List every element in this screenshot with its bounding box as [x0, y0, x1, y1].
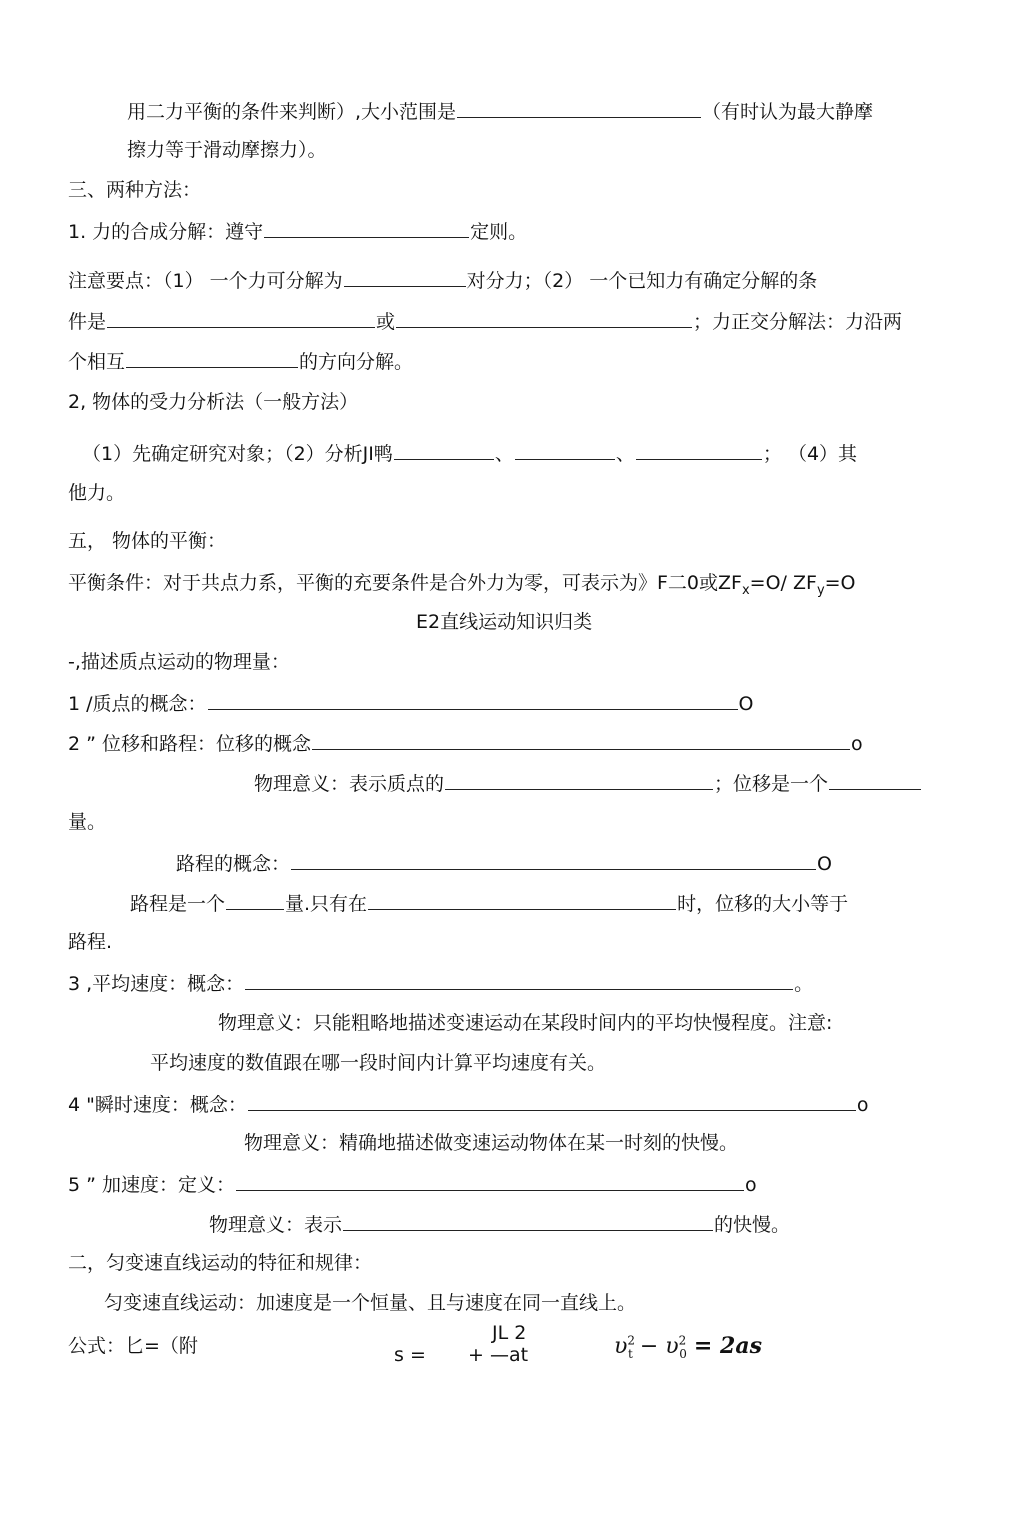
line-17 [254, 769, 922, 797]
line-9 [82, 439, 857, 467]
text: 1. 力的合成分解：遵守 [68, 221, 264, 243]
text: 4 "瞬时速度：概念： [68, 1094, 247, 1116]
text: 件是 [68, 311, 107, 333]
text: o [856, 1094, 869, 1116]
text: ；力正交分解法：力沿两 [693, 311, 903, 333]
text: 3 ,平均速度：概念： [68, 973, 245, 995]
text: 或 [376, 311, 396, 333]
answer-blank[interactable] [457, 97, 701, 118]
formula-fragment [468, 1342, 528, 1368]
text: =O/ ZF [749, 572, 817, 594]
text: 定则。 [470, 221, 528, 243]
line-1 [127, 97, 873, 125]
text: 2, 物体的受力分析法（一般方法） [68, 391, 359, 413]
text: 平均速度的数值跟在哪一段时间内计算平均速度有关。 [150, 1052, 607, 1074]
answer-blank[interactable] [343, 1210, 713, 1231]
answer-blank[interactable] [312, 729, 850, 750]
line-8 [68, 389, 358, 415]
line-18 [68, 809, 106, 835]
line-26 [244, 1130, 738, 1156]
text: 物理意义：表示质点的 [254, 773, 445, 795]
answer-blank[interactable] [344, 266, 466, 287]
text: 1 /质点的概念： [68, 693, 207, 715]
text: 量。 [68, 811, 107, 833]
section-heading [68, 1250, 372, 1276]
section-heading [68, 528, 226, 554]
formula-fragment [394, 1342, 426, 1368]
text: 擦力等于滑动摩擦力）。 [127, 139, 327, 161]
text: 注意要点：（1） 一个力可分解为 [68, 270, 343, 292]
line-7 [68, 347, 413, 375]
subscript: x [741, 583, 750, 598]
line-28 [209, 1210, 790, 1238]
text: O [738, 693, 754, 715]
answer-blank[interactable] [245, 969, 793, 990]
text: （1）先确定研究对象；（2）分析JI鸭 [82, 443, 393, 465]
text: o [851, 733, 863, 755]
text: 的方向分解。 [299, 351, 414, 373]
answer-blank[interactable] [368, 889, 676, 910]
section-heading [68, 649, 290, 675]
line-20 [130, 889, 848, 917]
section-heading [68, 177, 201, 203]
text: 、 [494, 443, 514, 465]
line-30 [104, 1290, 636, 1316]
answer-blank[interactable] [226, 889, 284, 910]
answer-blank[interactable] [445, 769, 713, 790]
answer-blank[interactable] [248, 1090, 856, 1111]
text: 三、两种方法： [68, 179, 202, 201]
line-15 [68, 689, 754, 717]
text: 匀变速直线运动：加速度是一个恒量、且与速度在同一直线上。 [104, 1292, 637, 1314]
line-16 [68, 729, 863, 757]
text: JL 2 [492, 1322, 527, 1344]
text: 2 ” 位移和路程：位移的概念 [68, 733, 312, 755]
text: 他力。 [68, 482, 126, 504]
text: 物理意义：只能粗略地描述变速运动在某段时间内的平均快慢程度。注意: [218, 1012, 833, 1034]
text: 对分力；（2） 一个已知力有确定分解的条 [466, 270, 818, 292]
text: （有时认为最大静摩 [702, 101, 874, 123]
text: 个相互 [68, 351, 126, 373]
line-25 [68, 1090, 869, 1118]
text: -,描述质点运动的物理量： [68, 651, 290, 673]
answer-blank[interactable] [208, 689, 738, 710]
text: E2直线运动知识归类 [416, 611, 593, 633]
subscript: y [816, 583, 825, 598]
line-6 [68, 307, 902, 335]
text: 。 [794, 973, 814, 995]
line-22 [68, 969, 813, 997]
text: ；位移是一个 [714, 773, 829, 795]
text: 、 [615, 443, 635, 465]
answer-blank[interactable] [396, 307, 692, 328]
text: 的快慢。 [714, 1214, 791, 1236]
text: 路程是一个 [130, 893, 226, 915]
text: 用二力平衡的条件来判断）,大小范围是 [127, 101, 457, 123]
text: =O [824, 572, 856, 594]
line-5 [68, 266, 817, 294]
answer-blank[interactable] [636, 439, 762, 460]
answer-blank[interactable] [264, 217, 469, 238]
answer-blank[interactable] [236, 1170, 744, 1191]
text: 公式：匕=（附 [68, 1335, 198, 1357]
line-19 [176, 849, 832, 877]
text: = 2as [693, 1333, 762, 1359]
text: 平衡条件：对于共点力系，平衡的充要条件是合外力为零，可表示为》F二0或ZF [68, 572, 742, 594]
answer-blank[interactable] [291, 849, 816, 870]
text: 量.只有在 [285, 893, 368, 915]
text: s = [394, 1344, 426, 1366]
text: 物理意义：表示 [209, 1214, 343, 1236]
line-12 [68, 570, 856, 604]
text: O [817, 853, 832, 875]
line-2 [127, 137, 327, 163]
text: 时，位移的大小等于 [677, 893, 849, 915]
answer-blank[interactable] [126, 347, 298, 368]
velocity-formula: $\upsilon^2_t - \upsilon^2_0 = 2as$ [614, 1333, 762, 1362]
text: 物理意义：精确地描述做变速运动物体在某一时刻的快慢。 [244, 1132, 739, 1154]
answer-blank[interactable] [515, 439, 615, 460]
text: o [745, 1174, 757, 1196]
answer-blank[interactable] [107, 307, 375, 328]
text: 路程. [68, 931, 113, 953]
line-21 [68, 929, 112, 955]
formula-label [68, 1333, 198, 1359]
line-10 [68, 480, 125, 506]
line-24 [150, 1050, 606, 1076]
text: 五， 物体的平衡： [68, 530, 227, 552]
line-23 [218, 1010, 832, 1036]
chapter-title [416, 609, 592, 635]
text: 5 ” 加速度：定义： [68, 1174, 236, 1196]
answer-blank[interactable] [829, 769, 921, 790]
text: + —at [468, 1344, 529, 1366]
answer-blank[interactable] [394, 439, 494, 460]
text: 路程的概念： [176, 853, 291, 875]
text: ； （4）其 [762, 443, 858, 465]
line-4 [68, 217, 527, 245]
line-27 [68, 1170, 757, 1198]
text: 二，匀变速直线运动的特征和规律： [68, 1252, 373, 1274]
